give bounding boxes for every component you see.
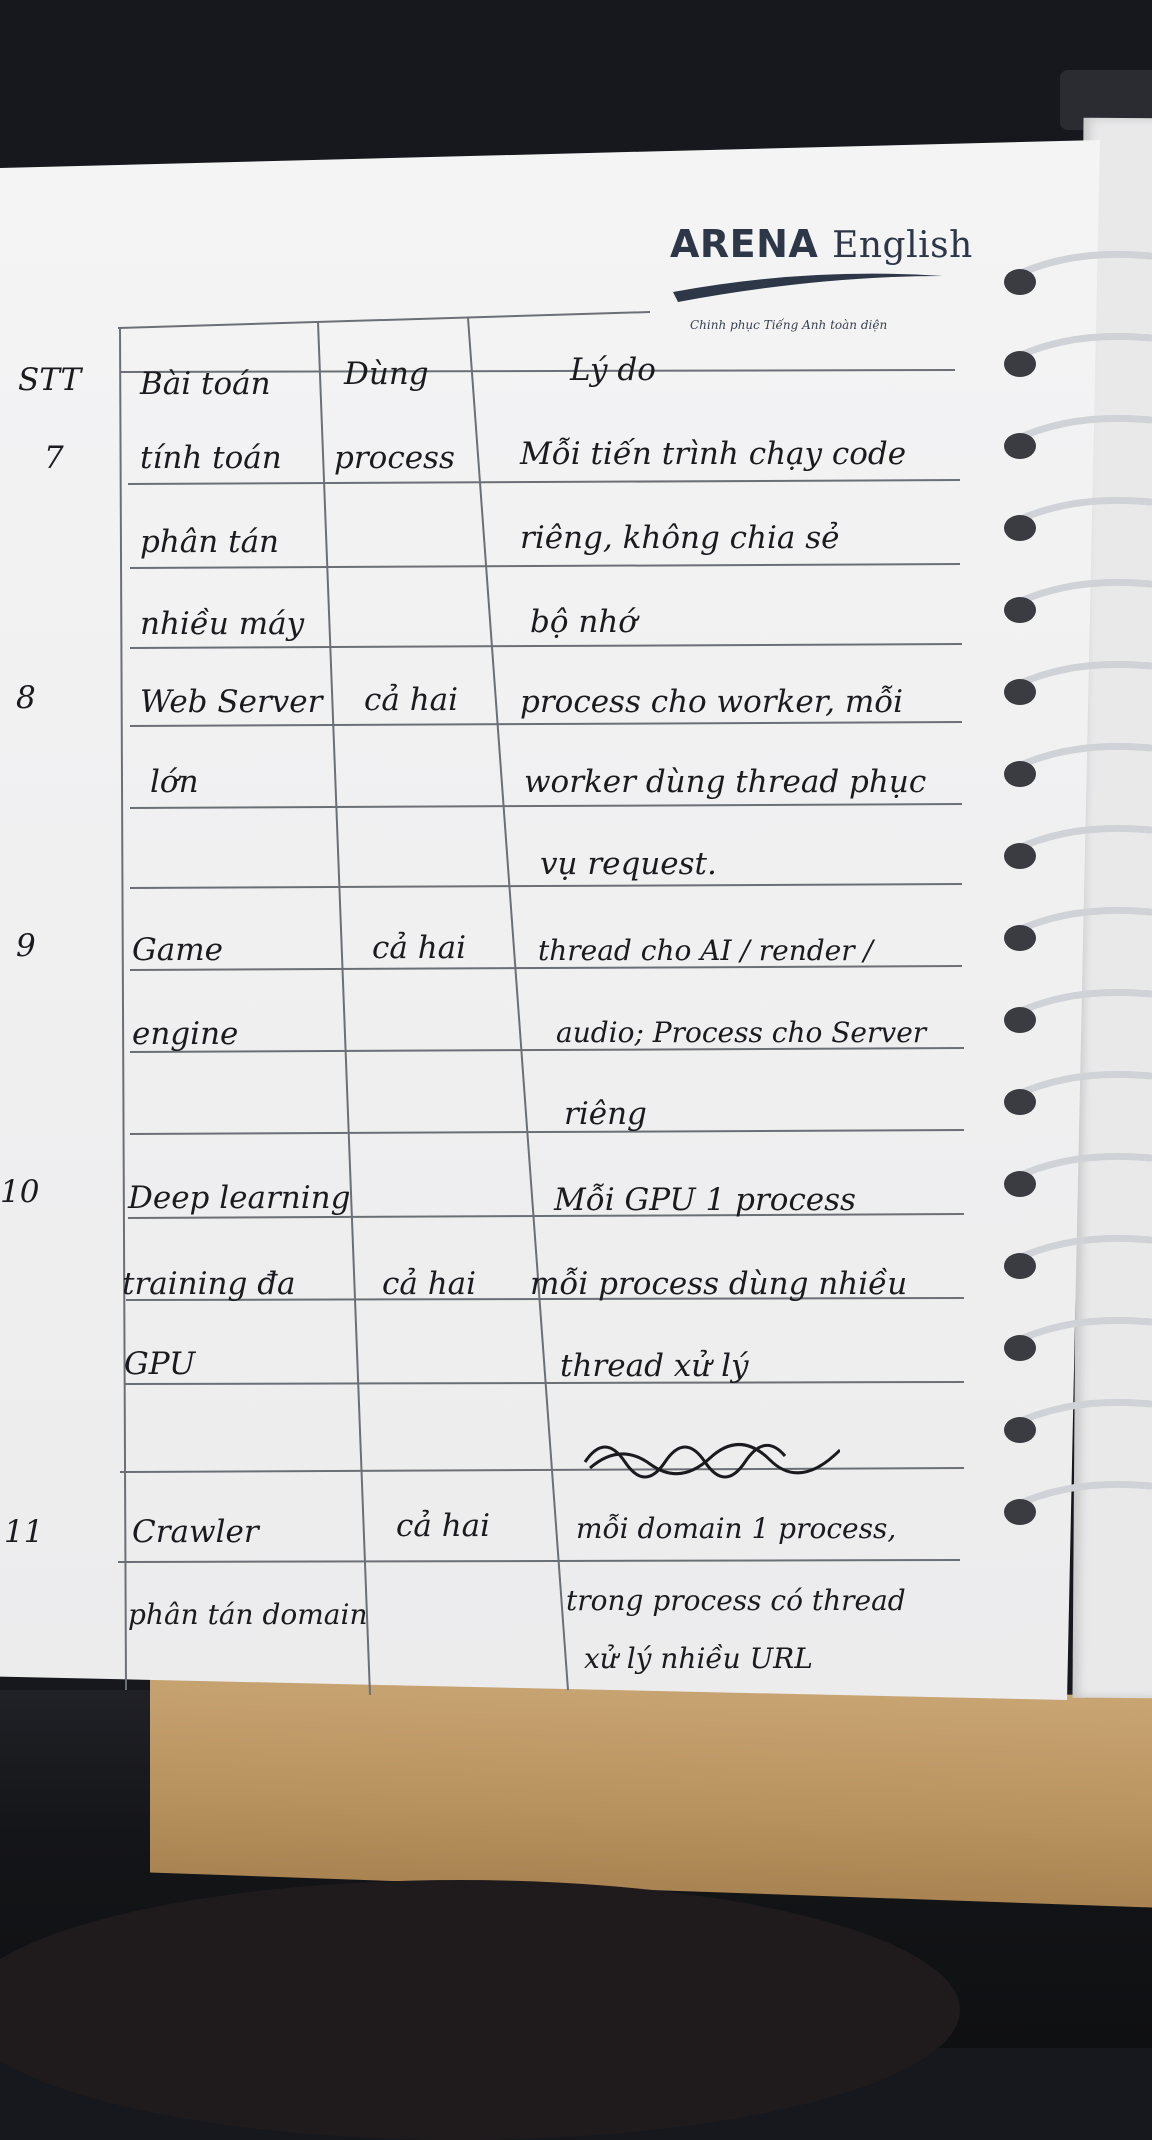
row-9-reason-3: riêng: [564, 1096, 647, 1132]
brand-logo: [670, 222, 973, 266]
row-8-use: cả hai: [364, 682, 459, 718]
header-reason: Lý do: [570, 352, 656, 388]
row-10-reason-3: thread xử lý: [560, 1348, 749, 1384]
row-7-problem-3: nhiều máy: [140, 606, 305, 642]
row-8-index: 8: [16, 680, 36, 716]
row-10-use: cả hai: [382, 1266, 477, 1302]
row-10-problem-3: GPU: [124, 1346, 196, 1382]
header-index: STT: [18, 362, 82, 398]
row-10-problem-2: training đa: [122, 1266, 296, 1302]
row-11-use: cả hai: [396, 1508, 491, 1544]
row-8-problem-2: lớn: [150, 764, 199, 800]
brand-swoosh: [668, 262, 948, 312]
row-7-reason-1: Mỗi tiến trình chạy code: [520, 436, 907, 472]
row-8-problem-1: Web Server: [140, 684, 323, 720]
row-10-index: 10: [0, 1174, 40, 1210]
row-11-reason-2: trong process có thread: [566, 1584, 906, 1617]
row-9-use: cả hai: [372, 930, 467, 966]
row-10-reason-2: mỗi process dùng nhiều: [530, 1266, 908, 1302]
row-11-problem-1: Crawler: [132, 1514, 259, 1550]
brand-name-bold: ARENA: [670, 222, 819, 266]
spiral-binding: [1000, 240, 1152, 1620]
crossed-out-scribble: [580, 1424, 840, 1484]
row-7-problem-2: phân tán: [140, 524, 280, 560]
row-8-reason-1: process cho worker, mỗi: [520, 684, 904, 720]
brand-tagline: Chinh phục Tiếng Anh toàn diện: [690, 318, 888, 332]
header-use: Dùng: [344, 356, 429, 392]
row-8-reason-3: vụ request.: [540, 846, 717, 882]
row-11-problem-2: phân tán domain: [128, 1598, 368, 1631]
row-7-index: 7: [44, 440, 64, 476]
row-9-problem-1: Game: [132, 932, 223, 968]
row-10-reason-1: Mỗi GPU 1 process: [554, 1182, 856, 1218]
row-11-reason-1: mỗi domain 1 process,: [576, 1512, 897, 1545]
row-10-problem-1: Deep learning: [128, 1180, 351, 1216]
brand-name-light: English: [832, 225, 973, 266]
header-problem: Bài toán: [140, 366, 271, 402]
row-9-reason-2: audio; Process cho Server: [556, 1016, 927, 1049]
row-7-problem-1: tính toán: [140, 440, 282, 476]
row-11-reason-3: xử lý nhiều URL: [584, 1642, 813, 1675]
row-9-index: 9: [16, 928, 36, 964]
row-7-use: process: [334, 440, 455, 476]
row-11-index: 11: [4, 1514, 44, 1550]
row-7-reason-2: riêng, không chia sẻ: [520, 520, 840, 556]
row-9-reason-1: thread cho AI / render /: [538, 934, 873, 967]
row-8-reason-2: worker dùng thread phục: [524, 764, 927, 800]
row-7-reason-3: bộ nhớ: [530, 604, 637, 640]
row-9-problem-2: engine: [132, 1016, 239, 1052]
